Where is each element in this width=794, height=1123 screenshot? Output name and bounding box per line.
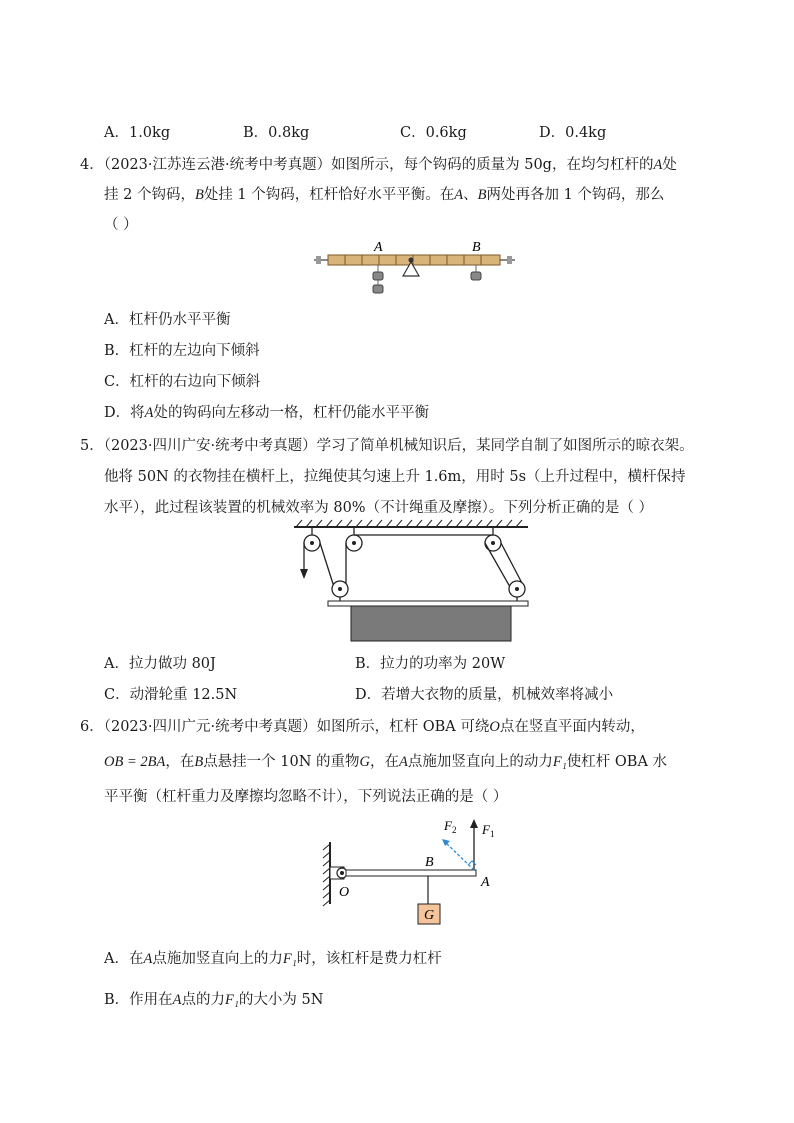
- question-6-stem-line1: [80, 715, 645, 736]
- stem-text: ，在: [165, 754, 195, 770]
- stem-text: 如图所示，杠杆 OBA 可绕: [316, 719, 490, 735]
- right-angle-mark: [468, 861, 476, 865]
- option-text: B．作用在: [104, 992, 173, 1008]
- fixed-pulley-axles: [310, 541, 495, 545]
- q5-option-d: D．若增大衣物的质量，机械效率将减小: [355, 687, 614, 703]
- label-a: A: [481, 875, 490, 890]
- stem-text: 如图所示，每个钩码的质量为 50g，在均匀杠杆的: [331, 157, 654, 173]
- movable-pulley-axles: [338, 587, 519, 591]
- option-text: 处的钩码向左移动一格，杠杆仍能水平平衡: [153, 405, 429, 421]
- q4-option-b: B．杠杆的左边向下倾斜: [104, 343, 260, 359]
- label-f2: F: [444, 818, 452, 833]
- question-5-stem-line2: 他将 50N 的衣物挂在横杆上，拉绳使其匀速上升 1.6m，用时 5s（上升过程中，横杆保持: [104, 469, 686, 485]
- option-text: 时，该杠杆是费力杠杆: [296, 951, 442, 967]
- q5-option-c: C．动滑轮重 12.5N: [104, 687, 238, 703]
- stem-text: 点在竖直平面内转动，: [499, 719, 645, 735]
- q6-option-a: [104, 947, 442, 968]
- question-number: 6．: [80, 719, 104, 735]
- wall-hatching: [323, 844, 330, 906]
- right-nut: [507, 256, 512, 264]
- option-text: A．在: [104, 951, 144, 967]
- force-f1-arrowhead: [470, 819, 478, 828]
- q4-option-c: C．杠杆的右边向下倾斜: [104, 374, 261, 390]
- question-6-stem-line2: [104, 750, 667, 771]
- pivot-o: [340, 871, 344, 875]
- question-4-stem-line1: [80, 153, 677, 174]
- q4-option-a: A．杠杆仍水平平衡: [104, 312, 231, 328]
- crossbar: [328, 601, 528, 606]
- var-b: B: [477, 187, 487, 203]
- lever-hooks-figure: [312, 238, 517, 298]
- var-a: A: [653, 157, 663, 173]
- stem-text: 点施加竖直向上的动力: [407, 754, 553, 770]
- var-a: A: [172, 992, 182, 1008]
- clothes-block: [351, 606, 511, 641]
- q5-option-a: A．拉力做功 80J: [104, 656, 216, 672]
- option-text: 点的力: [181, 992, 226, 1008]
- label-f1-subscript: 1: [490, 829, 495, 839]
- question-source: （2023·四川广安·统考中考真题）: [103, 438, 317, 454]
- question-source: （2023·四川广元·统考中考真题）: [103, 719, 317, 735]
- label-g: G: [424, 908, 435, 923]
- q3-option-d: D．0.4kg: [539, 125, 607, 141]
- q3-option-a: A．1.0kg: [104, 125, 171, 141]
- option-text: 点施加竖直向上的力: [152, 951, 283, 967]
- q3-option-c: C．0.6kg: [400, 125, 467, 141]
- stem-text: 两处再各加 1 个钩码，那么: [486, 187, 665, 203]
- lever-oba: [346, 870, 476, 876]
- question-source: （2023·江苏连云港·统考中考真题）: [103, 157, 332, 173]
- equation: OB = 2BA: [104, 754, 166, 770]
- fixed-pulleys: [304, 527, 501, 551]
- rope-right-a: [501, 543, 524, 587]
- rope-left-a: [320, 543, 334, 587]
- var-b: B: [194, 187, 204, 203]
- pull-arrow: [300, 569, 308, 579]
- question-5-stem-line3: 水平），此过程该装置的机械效率为 80%（不计绳重及摩擦）。下列分析正确的是（ ）: [104, 500, 653, 516]
- force-f2-line: [445, 842, 474, 870]
- left-nut: [316, 256, 321, 264]
- question-4-stem-line2: [104, 183, 664, 204]
- stem-text: 挂 2 个钩码，: [104, 187, 195, 203]
- stem-text: 、: [463, 187, 478, 203]
- var-f1: F₁: [282, 951, 297, 967]
- var-o: O: [489, 719, 500, 735]
- var-a: A: [399, 754, 408, 770]
- option-text: 的大小为 5N: [238, 992, 324, 1008]
- label-a: A: [374, 240, 383, 255]
- q3-option-b: B．0.8kg: [243, 125, 310, 141]
- weight-b-1: [471, 272, 481, 280]
- var-a: A: [143, 951, 153, 967]
- stem-text: 点悬挂一个 10N 的重物: [203, 754, 360, 770]
- question-5-stem-line1: [80, 434, 694, 455]
- q4-option-d: [104, 401, 429, 422]
- lever-oba-figure: [318, 812, 508, 930]
- answer-bracket: （ ）: [104, 217, 138, 233]
- question-number: 4．: [80, 157, 104, 173]
- var-f1: F₁: [552, 754, 567, 770]
- var-a: A: [144, 405, 154, 421]
- label-f2-subscript: 2: [452, 825, 457, 835]
- label-o: O: [339, 885, 350, 900]
- stem-text: 处挂 1 个钩码，杠杆恰好水平平衡。在: [203, 187, 455, 203]
- movable-pulleys: [332, 581, 525, 597]
- question-number: 5．: [80, 438, 104, 454]
- label-f1: F: [482, 822, 490, 837]
- var-g: G: [359, 754, 371, 770]
- var-b: B: [194, 754, 204, 770]
- label-b: B: [425, 855, 434, 870]
- weight-a-2: [373, 285, 383, 293]
- clothes-rack-pulley-figure: [288, 517, 534, 645]
- q5-option-b: B．拉力的功率为 20W: [355, 656, 506, 672]
- q6-option-b: [104, 988, 323, 1009]
- stem-text: 学习了简单机械知识后，某同学自制了如图所示的晾衣架。: [316, 438, 694, 454]
- label-b: B: [472, 240, 481, 255]
- stem-text: 使杠杆 OBA 水: [566, 754, 668, 770]
- ceiling-hatching: [296, 520, 522, 527]
- var-a: A: [454, 187, 464, 203]
- question-6-stem-line3: 平平衡（杠杆重力及摩擦均忽略不计），下列说法正确的是（ ）: [104, 789, 508, 805]
- weight-a-1: [373, 272, 383, 280]
- stem-text: ，在: [370, 754, 400, 770]
- option-text: D．将: [104, 405, 145, 421]
- var-f1: F₁: [225, 992, 239, 1008]
- lever-bar: [328, 255, 500, 265]
- stem-text: 处: [662, 157, 677, 173]
